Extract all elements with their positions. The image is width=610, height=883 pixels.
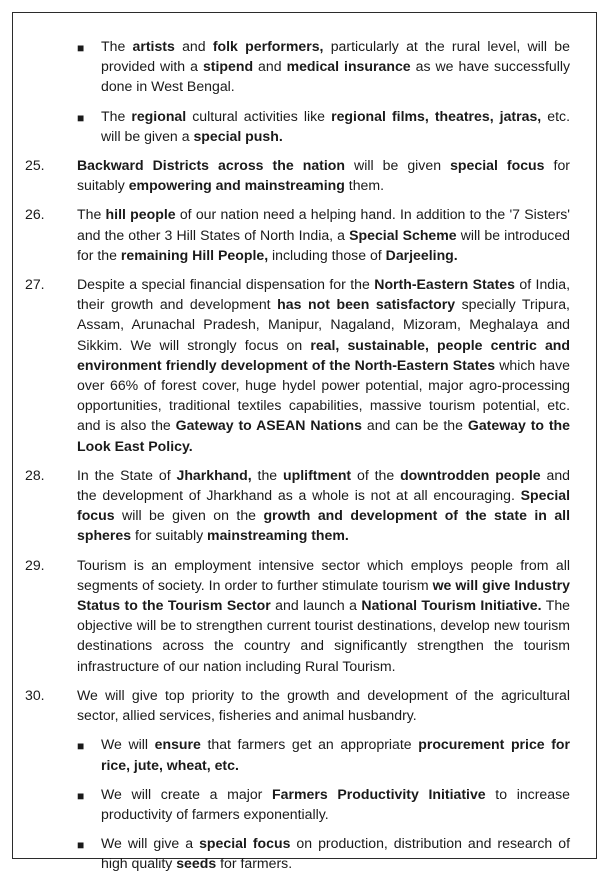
bullet-seeds xyxy=(77,833,570,873)
text-run: and the development of Jharkhand as a whole is not at all encouraging. xyxy=(77,466,570,504)
bullet-marker: ■ xyxy=(77,788,85,803)
item-25 xyxy=(25,155,570,195)
bold-text: procurement price for rice, jute, wheat, etc. xyxy=(101,736,571,773)
bold-text: mainstreaming them. xyxy=(207,527,349,544)
item-29 xyxy=(25,555,570,676)
bold-text: artists xyxy=(132,38,175,54)
bold-text: Jharkhand, xyxy=(176,466,252,483)
bold-text: Special Scheme xyxy=(349,226,457,243)
text-run: of India, their growth and development xyxy=(77,276,571,313)
bold-text: downtrodden people xyxy=(400,466,541,483)
bold-text: we will give Industry Status to the Tourism Sector xyxy=(77,576,570,614)
bold-text: upliftment xyxy=(283,466,352,483)
item-number: 29. xyxy=(25,556,45,573)
item-text xyxy=(77,204,570,265)
bold-text: special push. xyxy=(193,127,283,144)
text-run: particularly at the rural level, will be provided with a xyxy=(101,38,570,75)
bullet-text xyxy=(101,734,570,774)
text-run: to increase productivity of farmers exponentially. xyxy=(101,785,570,822)
item-27 xyxy=(25,274,570,456)
bold-text: ensure xyxy=(154,736,201,753)
bullet-marker: ■ xyxy=(77,739,85,754)
text-run: and can be the xyxy=(362,417,468,434)
text-run: on production, distribution and research of high quality xyxy=(101,835,570,872)
manifesto-page xyxy=(25,36,570,883)
item-text xyxy=(77,274,570,456)
bold-text: empowering and mainstreaming xyxy=(128,177,345,194)
bold-text: Gateway to the Look East Policy. xyxy=(77,417,571,454)
text-run: specially Tripura, Assam, Arunachal Pradesh, Manipur, Nagaland, Mizoram, Meghalaya and Sikkim. We will strongly focus on xyxy=(77,296,570,353)
bold-text: growth and development of the state in all spheres xyxy=(77,507,570,544)
text-run: of our nation need a helping hand. In addition to the '7 Sisters' and the other 3 Hill States of North India, a xyxy=(77,206,571,243)
bold-text: special focus xyxy=(450,157,545,174)
bullet-text xyxy=(101,784,570,824)
text-run: The xyxy=(101,107,132,124)
bullet-text xyxy=(101,106,570,146)
text-run: will be introduced for the xyxy=(77,226,571,263)
bold-text: Backward Districts across the nation xyxy=(77,157,345,174)
text-run: cultural activities like xyxy=(186,107,332,124)
bold-text: regional films, theatres, jatras, xyxy=(331,107,542,124)
bold-text: hill people xyxy=(105,206,176,223)
text-run: will be given on the xyxy=(114,507,264,524)
text-run: We will give a xyxy=(101,835,200,852)
text-run: Despite a special financial dispensation for the xyxy=(77,276,375,293)
bullet-regional xyxy=(77,106,570,146)
bold-text: real, sustainable, people centric and environment friendly development of the North-Eastern States xyxy=(77,336,570,373)
text-run: etc. will be given a xyxy=(101,107,570,144)
text-run: including those of xyxy=(268,246,386,263)
bold-text: Special focus xyxy=(77,487,570,524)
bullet-marker: ■ xyxy=(77,110,85,125)
bold-text: Gateway to ASEAN Nations xyxy=(175,417,362,434)
text-run: that farmers get an appropriate xyxy=(200,736,419,753)
item-number: 26. xyxy=(25,206,45,223)
text-run: of the xyxy=(351,466,401,483)
bold-text: North-Eastern States xyxy=(374,276,515,293)
text-run: them. xyxy=(344,177,385,194)
bullet-artists xyxy=(77,36,570,97)
text-run: will be given xyxy=(344,157,451,174)
item-26 xyxy=(25,204,570,265)
text-run: for farmers. xyxy=(216,855,293,872)
text-run: The objective will be to strengthen current tourist destinations, develop new tourism destinations across the country and significantly strengthen the tourism infrastructure of our nation including Rural Tourism. xyxy=(77,597,571,674)
bold-text: folk performers, xyxy=(212,38,324,54)
item-28 xyxy=(25,465,570,546)
item-text xyxy=(77,465,570,546)
bullet-marker: ■ xyxy=(77,41,85,55)
item-number: 30. xyxy=(25,686,45,703)
text-run: which have over 66% of forest cover, huge hydel power potential, major agro-processing opportunities, traditional textiles capabilities, massive tourism potential, etc. and is also the xyxy=(77,356,570,434)
bold-text: stipend xyxy=(202,58,254,75)
bullet-marker: ■ xyxy=(77,838,85,853)
bullet-procurement xyxy=(77,734,570,774)
text-run: We will give top priority to the growth and development of the agricultural sector, allied services, fisheries and animal husbandry. xyxy=(77,686,570,724)
bold-text: medical insurance xyxy=(286,58,411,75)
text-run: for suitably xyxy=(77,157,570,194)
bold-text: Farmers Productivity Initiative xyxy=(272,785,486,802)
bold-text: has not been satisfactory xyxy=(277,296,456,313)
item-text xyxy=(77,685,570,725)
bold-text: remaining Hill People, xyxy=(120,246,269,263)
text-run: for suitably xyxy=(131,527,208,544)
text-run: and launch a xyxy=(270,597,362,614)
item-30 xyxy=(25,685,570,725)
bold-text: special focus xyxy=(199,835,291,852)
item-number: 27. xyxy=(25,276,45,293)
bullet-productivity xyxy=(77,784,570,824)
bullet-text xyxy=(101,833,570,873)
item-text xyxy=(77,155,570,195)
bold-text: regional xyxy=(131,107,187,124)
text-run: We will create a major xyxy=(101,785,273,802)
bold-text: Darjeeling. xyxy=(385,246,458,263)
text-run: We will xyxy=(101,736,155,753)
text-run: and xyxy=(253,58,287,75)
item-number: 28. xyxy=(25,466,45,483)
text-run: In the State of xyxy=(77,466,177,483)
text-run: the xyxy=(251,466,284,483)
item-text xyxy=(77,555,570,676)
text-run: as we have successfully done in West Bengal. xyxy=(101,58,571,95)
bold-text: seeds xyxy=(176,855,217,872)
text-run: and xyxy=(174,38,213,54)
text-run: Tourism is an employment intensive sector which employs people from all segments of society. In order to further stimulate tourism xyxy=(77,556,570,593)
bullet-text xyxy=(101,36,570,97)
item-number: 25. xyxy=(25,157,45,174)
text-run: The xyxy=(77,206,106,223)
text-run: The xyxy=(101,38,133,54)
bold-text: National Tourism Initiative. xyxy=(361,597,542,614)
